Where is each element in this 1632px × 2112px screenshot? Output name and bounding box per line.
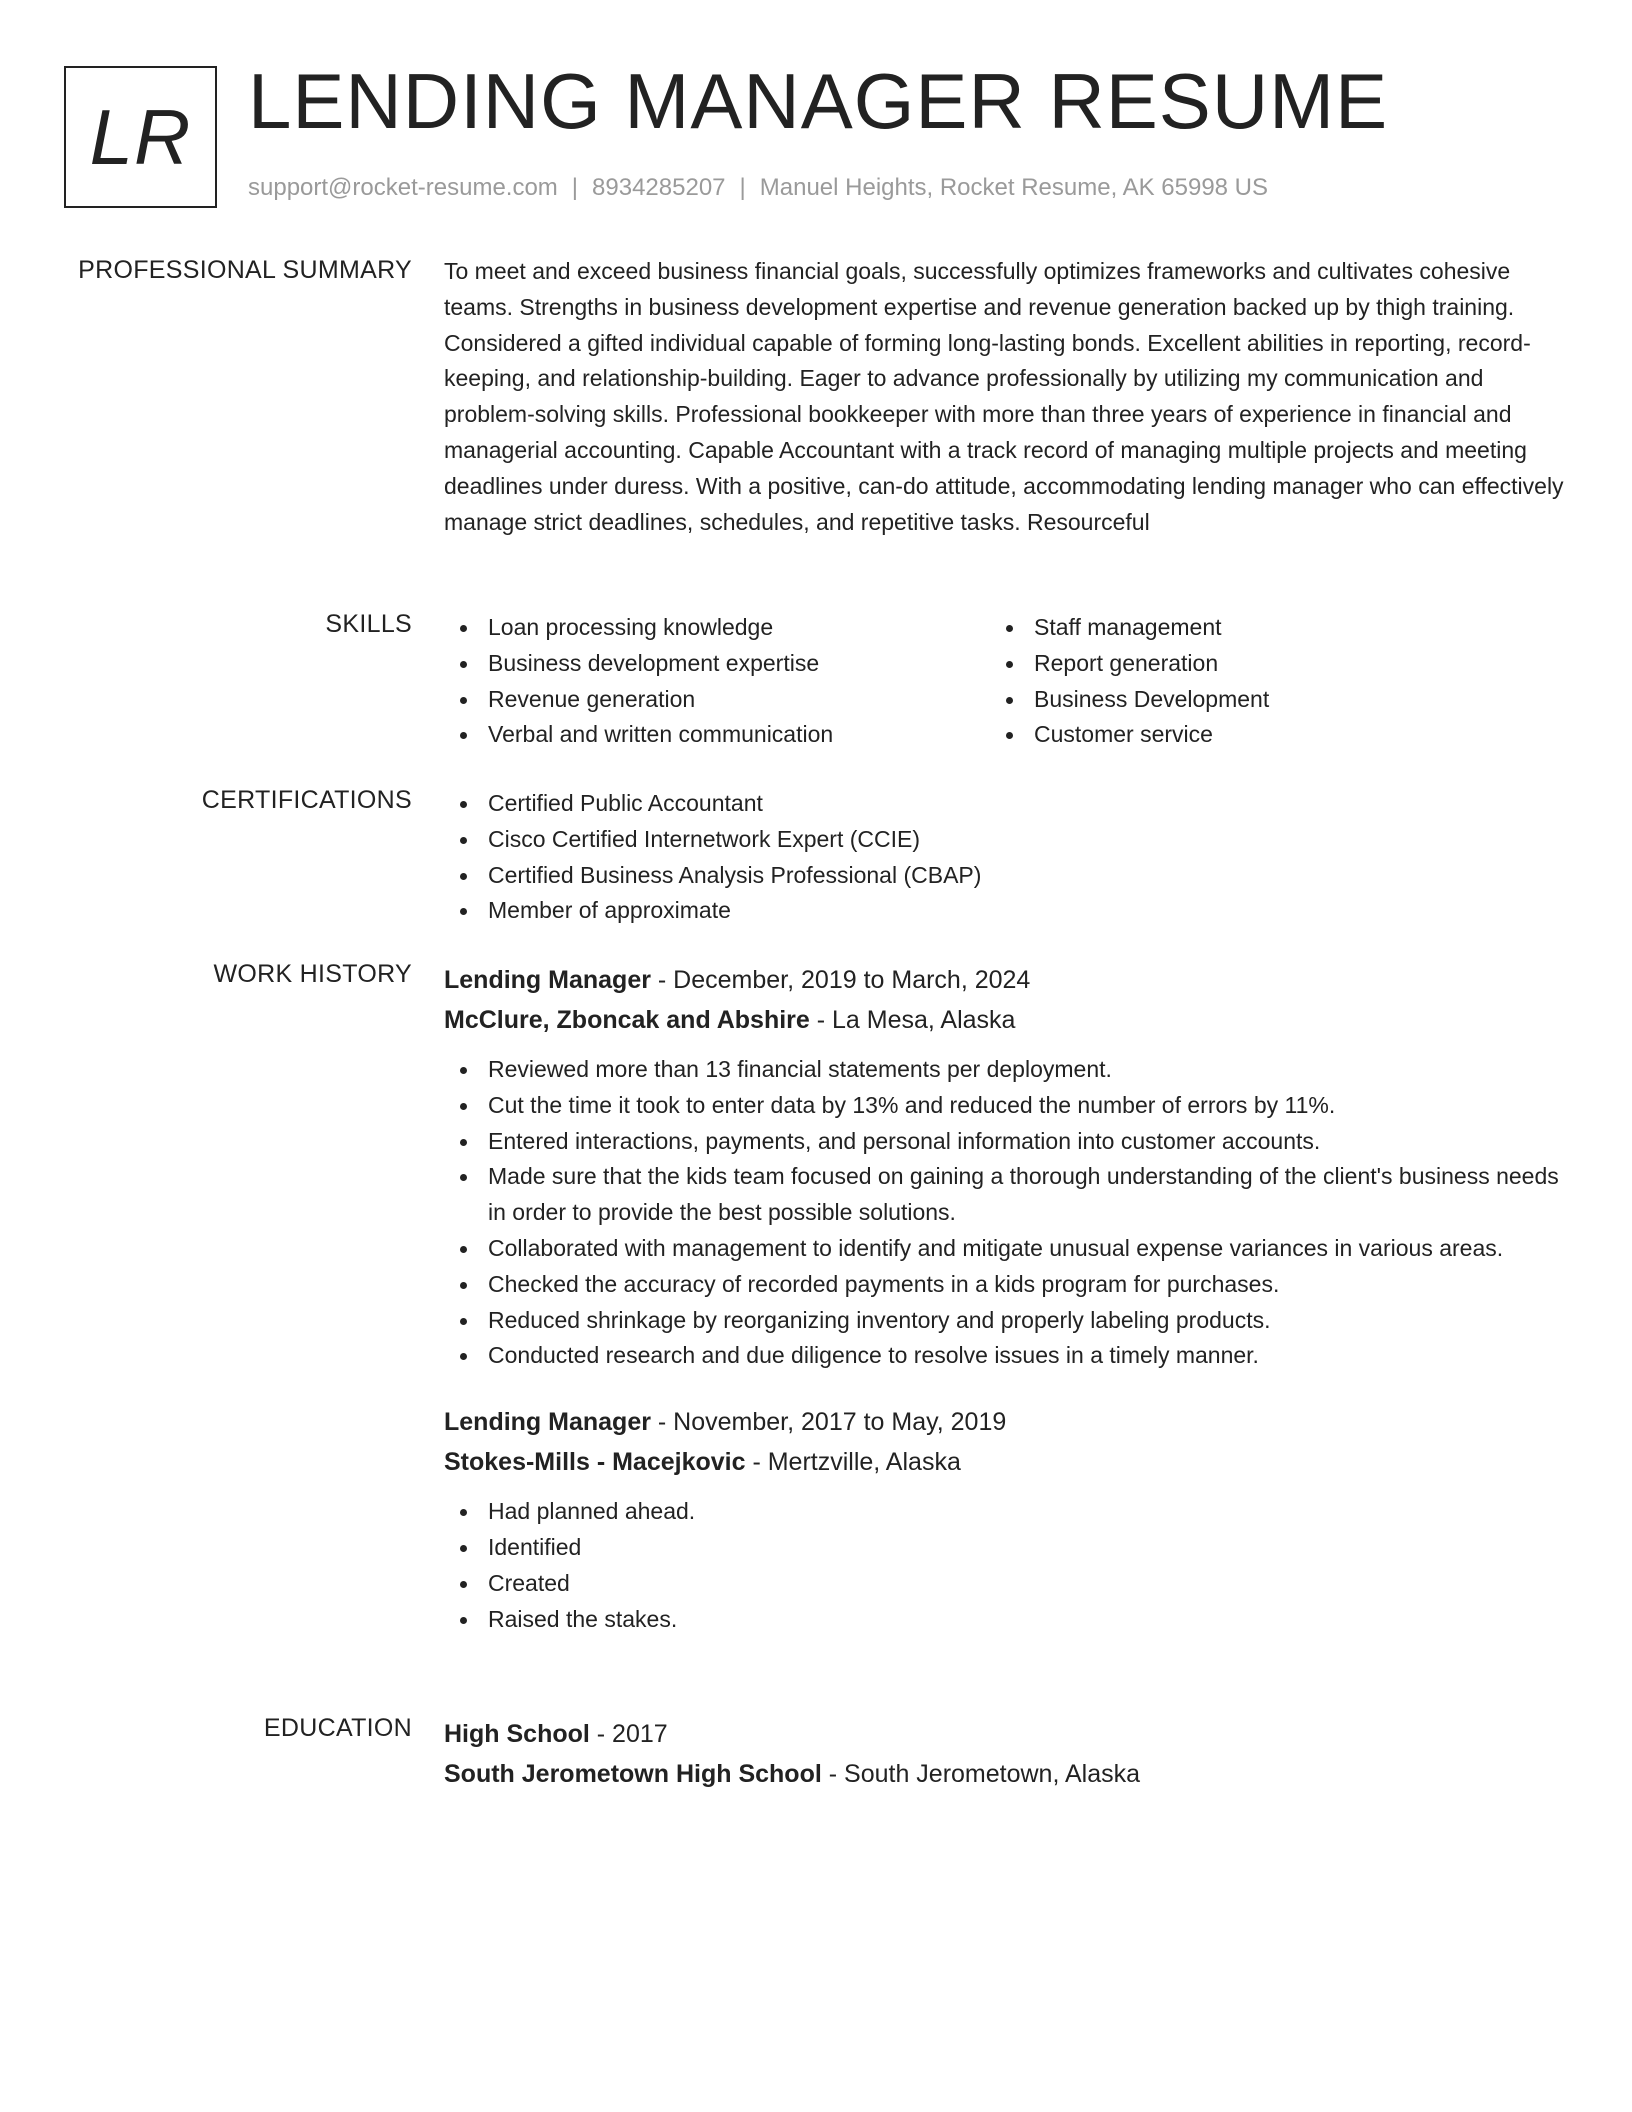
job-dates: - December, 2019 to March, 2024 [650,966,1031,994]
job-bullet: Entered interactions, payments, and personal information into customer accounts. [444,1124,1564,1160]
job-company-line [444,1000,1564,1040]
education-school: South Jerometown High School [444,1760,822,1788]
skills-list-left [444,610,990,753]
contact-separator: | [739,174,746,201]
skill-item: Business Development [990,682,1536,718]
job-location: - La Mesa, Alaska [809,1006,1016,1034]
certifications-heading: CERTIFICATIONS [201,786,412,814]
job-title-line [444,960,1564,1000]
job-company: Stokes-Mills - Macejkovic [444,1448,746,1477]
job-bullet: Checked the accuracy of recorded payments in a kids program for purchases. [444,1267,1564,1303]
education-year: - 2017 [589,1720,668,1748]
monogram-box [64,66,217,208]
summary-text: To meet and exceed business financial goals, successfully optimizes frameworks and cultivates cohesive teams. Strengths in business development expertise and revenue generation backed up by thigh training. Considered a gifted individual capable of forming long-lasting bonds. Excellent abilities in reporting, record-keeping, and relationship-building. Eager to advance professionally by utilizing my communication and problem-solving skills. Professional bookkeeper with more than three years of experience in financial and managerial accounting. Capable Accountant with a track record of managing multiple projects and meeting deadlines under duress. With a positive, can-do attitude, accommodating lending manager who can effectively manage strict deadlines, schedules, and repetitive tasks. Resourceful [444,258,1564,535]
certification-item: Certified Business Analysis Professional (CBAP) [444,858,1564,894]
job-bullet: Conducted research and due diligence to resolve issues in a timely manner. [444,1338,1564,1374]
job-bullet: Cut the time it took to enter data by 13% and reduced the number of errors by 11%. [444,1088,1564,1124]
job-dates: - November, 2017 to May, 2019 [650,1408,1007,1437]
job-bullet: Collaborated with management to identify and mitigate unusual expense variances in various areas. [444,1231,1564,1267]
contact-address: Manuel Heights, Rocket Resume, AK 65998 US [759,174,1269,201]
job-bullet: Had planned ahead. [444,1494,1564,1530]
skill-item: Verbal and written communication [444,717,990,753]
certification-item: Certified Public Accountant [444,786,1564,822]
job-bullet: Made sure that the kids team focused on gaining a thorough understanding of the client's business needs in order to provide the best possible solutions. [444,1159,1564,1231]
job-title-line [444,1402,1564,1442]
certification-item: Cisco Certified Internetwork Expert (CCIE) [444,822,1564,858]
job-entry [444,960,1564,1374]
education-degree-line [444,1714,1564,1754]
certifications-list [444,786,1564,929]
summary-heading: PROFESSIONAL SUMMARY [78,256,412,284]
skill-item: Report generation [990,646,1536,682]
skill-item: Loan processing knowledge [444,610,990,646]
job-company-line [444,1442,1564,1482]
skill-item: Business development expertise [444,646,990,682]
job-bullet: Created [444,1566,1564,1602]
job-title: Lending Manager [444,966,651,994]
job-bullets [444,1052,1564,1374]
job-location: - Mertzville, Alaska [745,1448,961,1477]
monogram-initials: LR [89,92,192,181]
job-bullet: Reduced shrinkage by reorganizing inventory and properly labeling products. [444,1303,1564,1339]
education-school-line [444,1754,1564,1794]
education-heading: EDUCATION [263,1714,412,1742]
job-bullet: Identified [444,1530,1564,1566]
job-company: McClure, Zboncak and Abshire [444,1006,810,1034]
skill-item: Staff management [990,610,1536,646]
job-bullet: Raised the stakes. [444,1602,1564,1638]
work-history-heading: WORK HISTORY [213,960,412,988]
contact-email: support@rocket-resume.com [248,174,558,201]
resume-title: LENDING MANAGER RESUME [248,57,1389,145]
skills-list-right [990,610,1536,753]
skills-heading: SKILLS [325,610,412,638]
job-bullet: Reviewed more than 13 financial statements per deployment. [444,1052,1564,1088]
education-degree: High School [444,1720,590,1748]
skill-item: Revenue generation [444,682,990,718]
skill-item: Customer service [990,717,1536,753]
contact-phone: 8934285207 [592,174,726,201]
job-title: Lending Manager [444,1408,651,1437]
certification-item: Member of approximate [444,893,1564,929]
education-location: - South Jerometown, Alaska [821,1760,1141,1788]
job-entry [444,1402,1564,1637]
job-bullets [444,1494,1564,1637]
contact-line [248,174,1268,202]
contact-separator: | [571,174,579,201]
